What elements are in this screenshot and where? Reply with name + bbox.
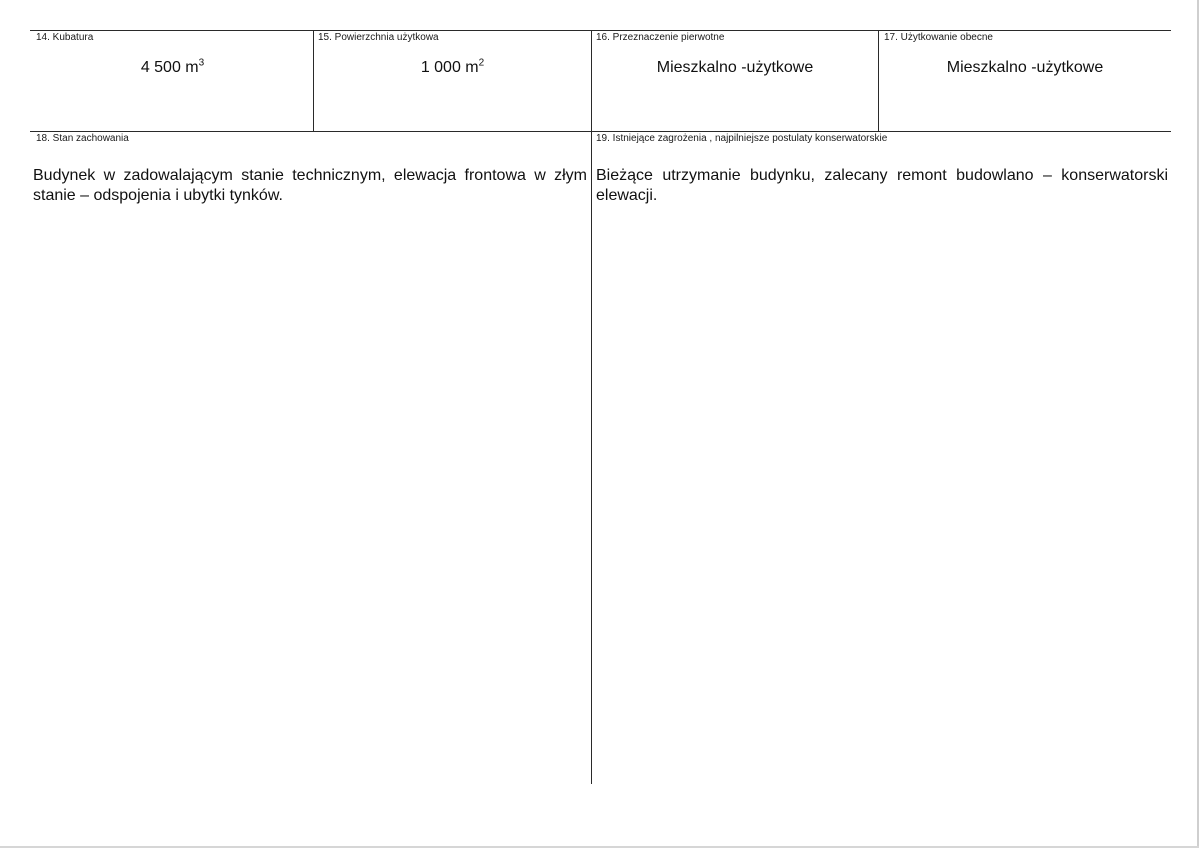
divider-16-17 xyxy=(878,30,879,131)
middle-rule xyxy=(30,131,1171,132)
field-18-text: Budynek w zadowalającym stanie technicznym, elewacja frontowa w złym stanie – odspojenia i ubytki tynków. xyxy=(33,167,587,204)
field-17-value: Mieszkalno -użytkowe xyxy=(946,59,1104,76)
top-rule xyxy=(30,30,1171,31)
field-19-label: 19. Istniejące zagrożenia , najpilniejsze postulaty konserwatorskie xyxy=(596,133,888,144)
field-14-value-text: 4 500 m xyxy=(140,59,199,76)
field-15-unit-exponent: 2 xyxy=(478,57,485,69)
field-18-label: 18. Stan zachowania xyxy=(36,133,129,144)
field-14-label: 14. Kubatura xyxy=(36,32,94,43)
field-16-value: Mieszkalno -użytkowe xyxy=(656,59,814,76)
field-15-value-text: 1 000 m xyxy=(420,59,479,76)
field-17-label: 17. Użytkowanie obecne xyxy=(884,32,993,43)
field-19-text: Bieżące utrzymanie budynku, zalecany remont budowlano – konserwatorski elewacji. xyxy=(596,167,1168,204)
divider-main xyxy=(591,30,592,784)
field-14-value xyxy=(32,58,313,78)
field-15-value xyxy=(314,58,591,78)
field-15-label: 15. Powierzchnia użytkowa xyxy=(318,32,439,43)
divider-14-15 xyxy=(313,30,314,131)
field-16-label: 16. Przeznaczenie pierwotne xyxy=(596,32,725,43)
field-14-unit-exponent: 3 xyxy=(198,57,205,69)
